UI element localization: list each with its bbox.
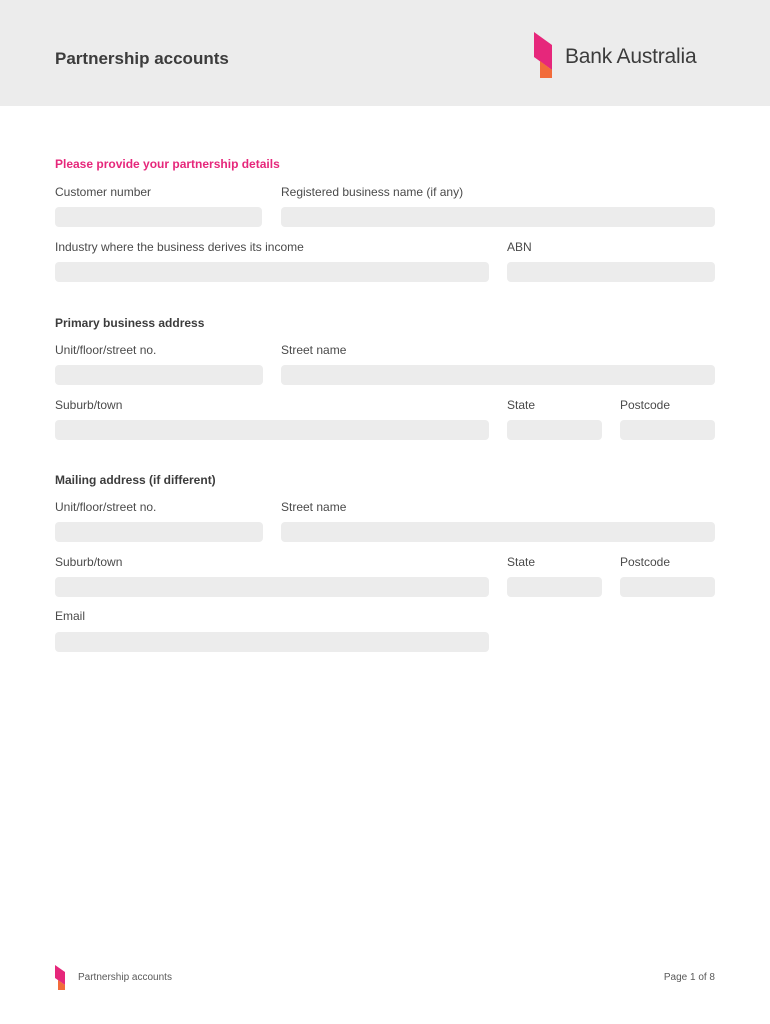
- primary-postcode-label: Postcode: [620, 398, 671, 412]
- partnership-details-heading: Please provide your partnership details: [55, 157, 280, 171]
- footer-page-number: Page 1 of 8: [663, 972, 715, 983]
- mailing-postcode-label: Postcode: [620, 555, 671, 569]
- primary-address-heading: Primary business address: [55, 316, 205, 330]
- mailing-state-input[interactable]: [507, 577, 602, 597]
- primary-street-input[interactable]: [281, 365, 715, 385]
- bank-australia-logo: [532, 32, 722, 82]
- footer-document-name: Partnership accounts: [78, 972, 172, 983]
- mailing-unit-label: Unit/floor/street no.: [55, 500, 157, 514]
- industry-input[interactable]: [55, 262, 489, 282]
- logo-mark-icon: [532, 32, 556, 80]
- business-name-label: Registered business name (if any): [281, 185, 464, 199]
- footer-logo-mark-icon: [54, 965, 66, 991]
- logo-text: Bank Australia: [565, 45, 697, 68]
- email-label: Email: [55, 609, 86, 623]
- primary-street-label: Street name: [281, 343, 347, 357]
- abn-label: ABN: [507, 240, 532, 254]
- abn-input[interactable]: [507, 262, 715, 282]
- primary-state-label: State: [507, 398, 536, 412]
- primary-suburb-input[interactable]: [55, 420, 489, 440]
- customer-number-label: Customer number: [55, 185, 152, 199]
- mailing-unit-input[interactable]: [55, 522, 263, 542]
- email-input[interactable]: [55, 632, 489, 652]
- mailing-suburb-input[interactable]: [55, 577, 489, 597]
- customer-number-input[interactable]: [55, 207, 262, 227]
- mailing-address-heading: Mailing address (if different): [55, 473, 216, 487]
- primary-suburb-label: Suburb/town: [55, 398, 123, 412]
- primary-postcode-input[interactable]: [620, 420, 715, 440]
- document-title: Partnership accounts: [55, 49, 229, 68]
- page-header: [0, 0, 770, 106]
- primary-state-input[interactable]: [507, 420, 602, 440]
- primary-unit-input[interactable]: [55, 365, 263, 385]
- mailing-suburb-label: Suburb/town: [55, 555, 123, 569]
- mailing-street-label: Street name: [281, 500, 347, 514]
- mailing-street-input[interactable]: [281, 522, 715, 542]
- mailing-state-label: State: [507, 555, 536, 569]
- business-name-input[interactable]: [281, 207, 715, 227]
- industry-label: Industry where the business derives its income: [55, 240, 304, 254]
- mailing-postcode-input[interactable]: [620, 577, 715, 597]
- primary-unit-label: Unit/floor/street no.: [55, 343, 157, 357]
